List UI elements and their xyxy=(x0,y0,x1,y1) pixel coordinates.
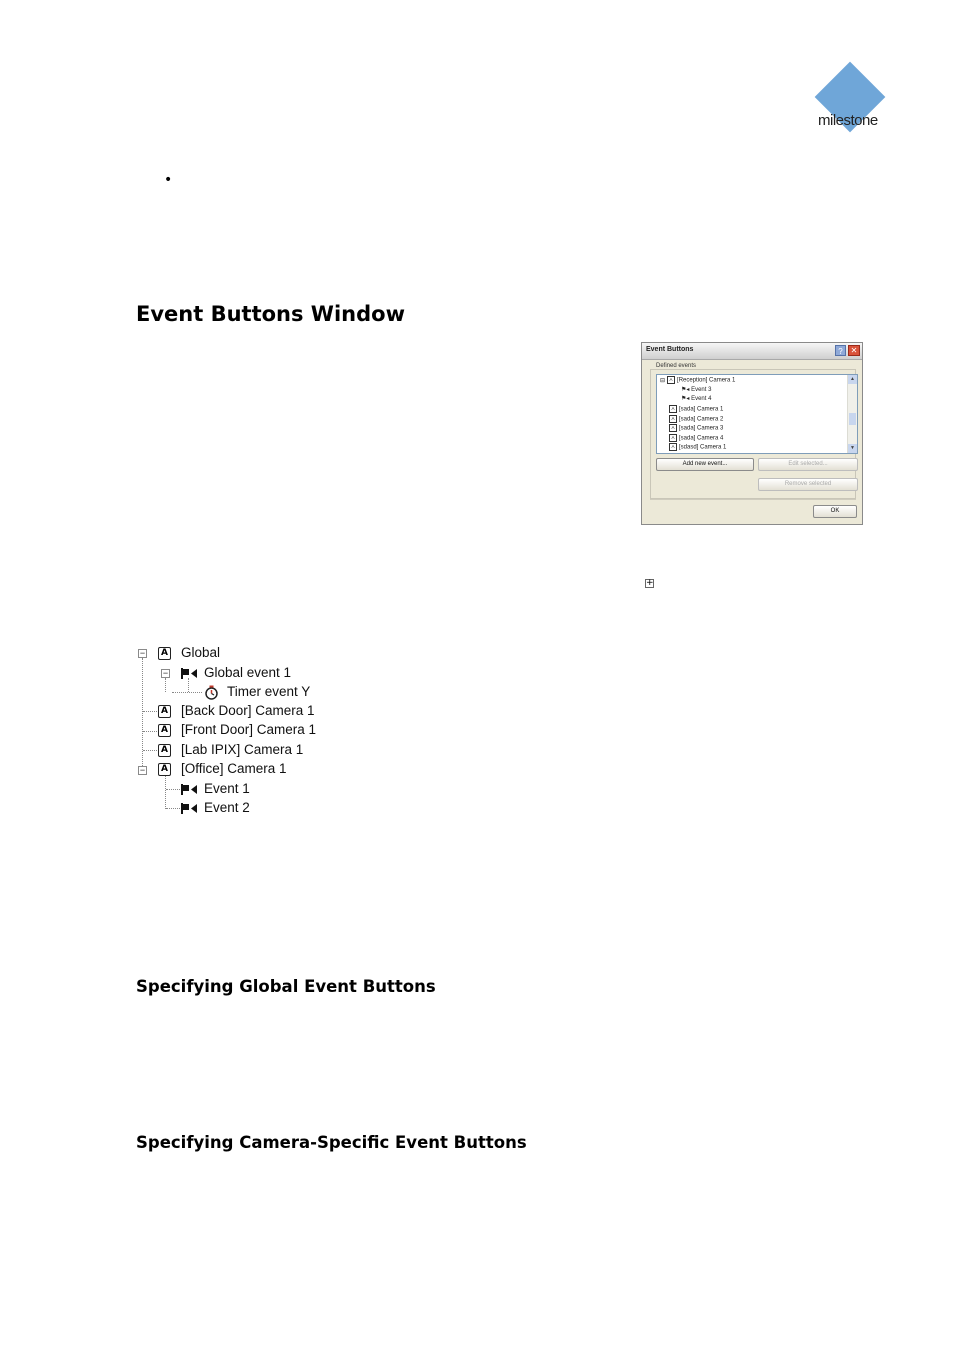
bullet-point: • xyxy=(164,172,173,188)
collapse-icon[interactable]: − xyxy=(139,765,146,775)
camera-a-icon: A xyxy=(158,724,171,737)
camera-a-icon: A xyxy=(669,424,677,432)
tree-connector xyxy=(143,731,157,732)
tree-connector xyxy=(172,692,202,693)
dialog-title-bar xyxy=(642,343,862,360)
timer-icon xyxy=(204,685,219,700)
list-item[interactable] xyxy=(681,395,711,402)
tree-node-camera[interactable]: [Back Door] Camera 1 xyxy=(181,703,315,718)
tree-node-event[interactable]: Event 2 xyxy=(204,800,250,815)
help-icon[interactable]: ? xyxy=(835,345,846,356)
scroll-thumb[interactable] xyxy=(849,413,856,425)
list-item-label: [sdasd] Camera 1 xyxy=(679,444,727,451)
subheading-camera-event-buttons: Specifying Camera-Specific Event Buttons xyxy=(136,1133,527,1152)
tree-node-timer-event[interactable]: Timer event Y xyxy=(227,684,311,699)
milestone-logo xyxy=(812,66,900,142)
scroll-down-icon[interactable]: ▼ xyxy=(848,444,857,453)
defined-events-list[interactable] xyxy=(656,374,858,454)
dialog-title: Event Buttons xyxy=(646,346,694,353)
event-buttons-dialog xyxy=(641,342,863,525)
tree-connector xyxy=(166,789,180,790)
camera-a-icon: A xyxy=(158,744,171,757)
event-flag-icon: ⚑◂ xyxy=(681,387,690,393)
ok-button[interactable]: OK xyxy=(813,505,857,518)
tree-connector xyxy=(166,808,180,809)
camera-a-icon: A xyxy=(669,434,677,442)
camera-a-icon: A xyxy=(669,415,677,423)
dialog-separator xyxy=(650,499,856,500)
tree-connector xyxy=(165,678,166,692)
list-item[interactable] xyxy=(660,376,735,384)
list-item-label: Event 4 xyxy=(691,396,712,402)
defined-events-label: Defined events xyxy=(656,363,697,369)
event-flag-icon xyxy=(180,802,198,815)
list-item[interactable] xyxy=(669,415,723,423)
tree-connector xyxy=(143,750,157,751)
camera-a-icon: A xyxy=(158,705,171,718)
tree-connector xyxy=(188,678,189,692)
tree-node-global-event[interactable]: Global event 1 xyxy=(204,665,292,680)
list-item-label: [sada] Camera 4 xyxy=(679,435,724,442)
list-item-label: [sada] Camera 2 xyxy=(679,416,724,423)
camera-a-icon: A xyxy=(158,763,171,776)
tree-node-camera[interactable]: [Lab IPIX] Camera 1 xyxy=(181,742,304,757)
scroll-up-icon[interactable]: ▲ xyxy=(848,375,857,384)
event-flag-icon: ⚑◂ xyxy=(681,396,690,402)
close-icon[interactable]: ✕ xyxy=(848,345,860,356)
list-item[interactable] xyxy=(681,386,711,393)
collapse-icon[interactable]: − xyxy=(162,668,169,678)
camera-a-icon: A xyxy=(667,376,675,384)
list-item[interactable] xyxy=(669,443,726,451)
tree-connector xyxy=(142,658,143,770)
event-tree xyxy=(136,642,326,820)
tree-connector xyxy=(165,775,166,809)
collapse-icon[interactable]: − xyxy=(139,648,146,658)
event-flag-icon xyxy=(180,783,198,796)
add-new-event-button[interactable]: Add new event... xyxy=(656,458,754,471)
list-item[interactable] xyxy=(669,424,723,432)
edit-selected-button[interactable]: Edit selected... xyxy=(758,458,858,471)
list-item[interactable] xyxy=(669,434,723,442)
list-item-label: [sada] Camera 1 xyxy=(679,406,724,413)
event-flag-icon xyxy=(180,667,198,680)
list-scrollbar[interactable] xyxy=(847,375,857,453)
list-item-label: [sada] Camera 3 xyxy=(679,425,724,432)
tree-node-camera[interactable]: [Office] Camera 1 xyxy=(181,761,287,776)
list-item-label: [Reception] Camera 1 xyxy=(677,377,736,384)
camera-a-icon: A xyxy=(669,443,677,451)
tree-connector xyxy=(143,711,157,712)
subheading-global-event-buttons: Specifying Global Event Buttons xyxy=(136,977,436,996)
tree-node-camera[interactable]: [Front Door] Camera 1 xyxy=(181,722,317,737)
camera-a-icon: A xyxy=(158,647,171,660)
list-item-label: Event 3 xyxy=(691,387,712,393)
expand-plus-icon: + xyxy=(646,578,654,588)
camera-a-icon: A xyxy=(669,405,677,413)
logo-text: milestone xyxy=(818,112,878,129)
remove-selected-button[interactable]: Remove selected xyxy=(758,478,858,491)
tree-node-global[interactable]: Global xyxy=(181,645,221,660)
section-title: Event Buttons Window xyxy=(136,302,405,326)
collapse-icon[interactable]: ⊟ xyxy=(660,377,666,384)
list-item[interactable] xyxy=(669,405,723,413)
tree-node-event[interactable]: Event 1 xyxy=(204,781,250,796)
